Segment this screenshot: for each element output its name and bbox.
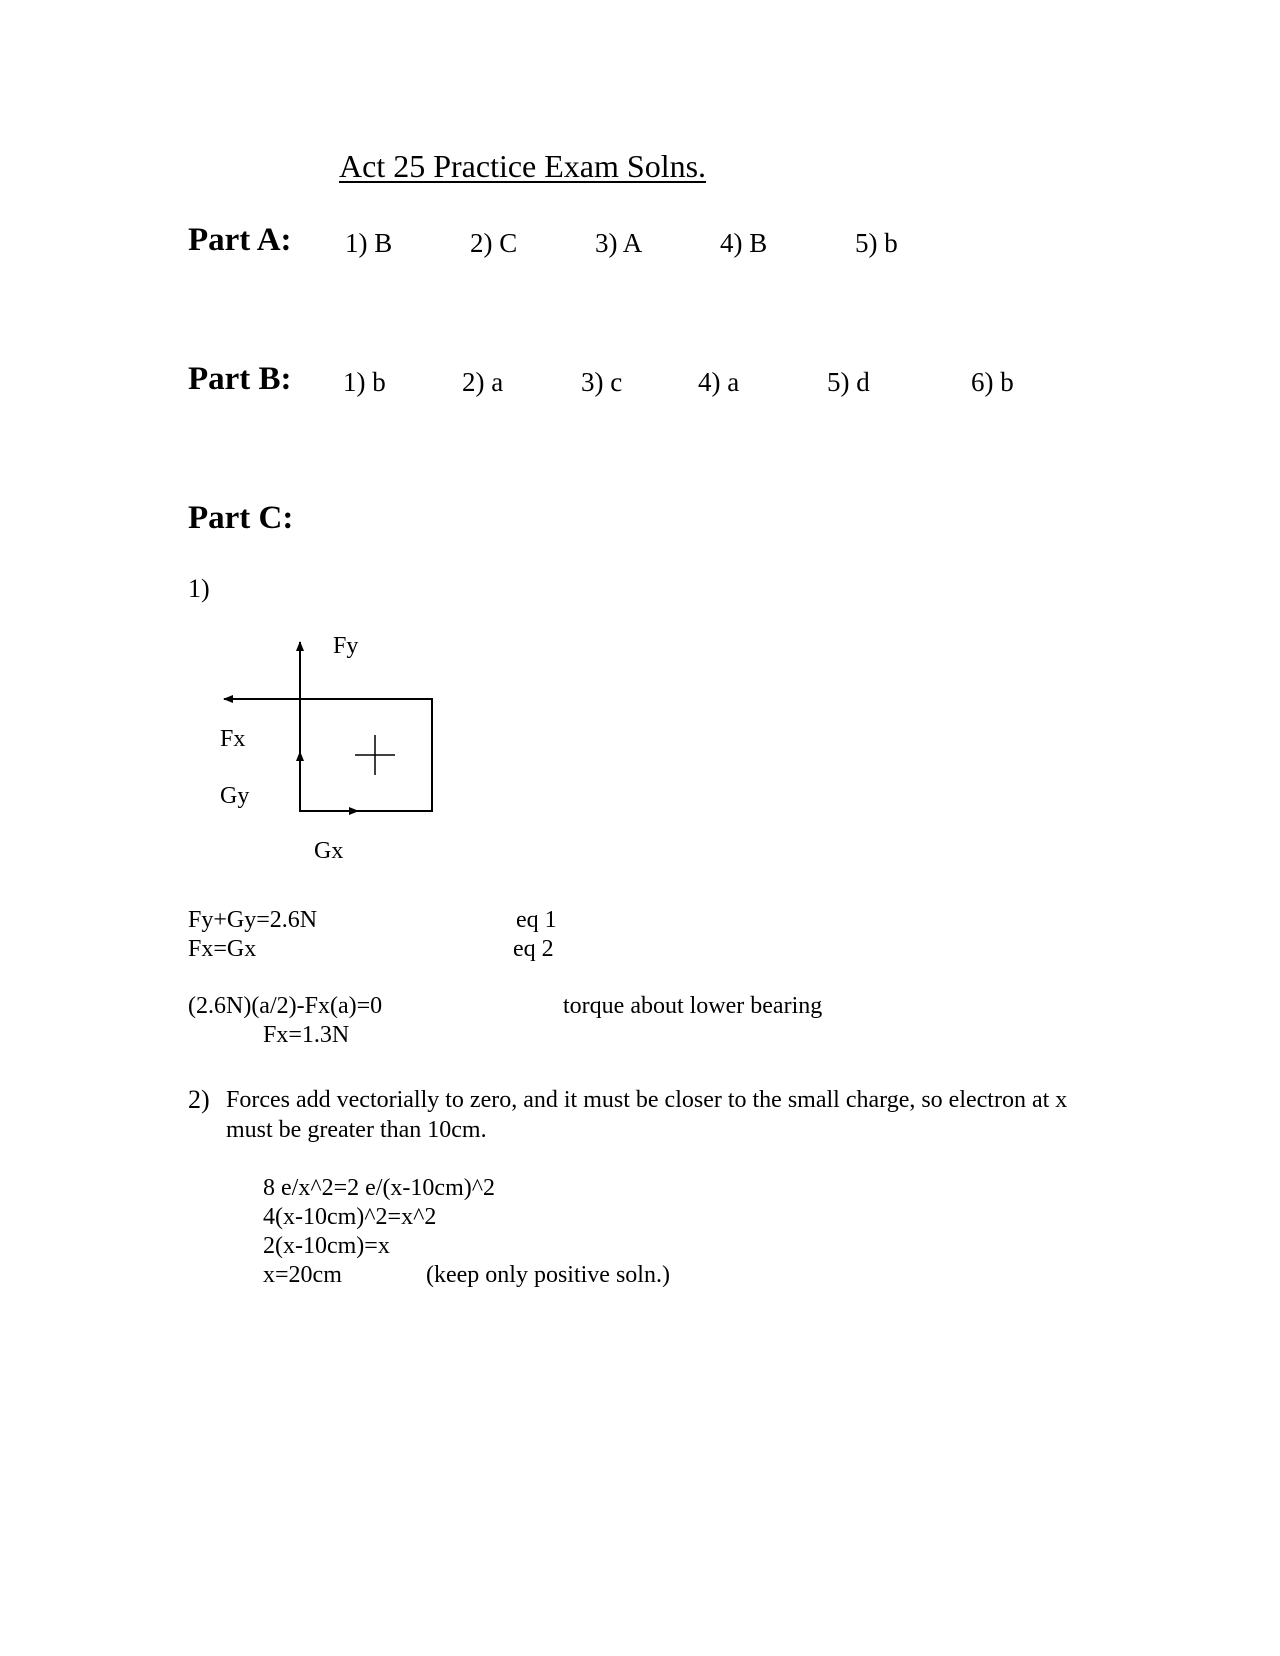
part-b-answer-6: 6) b	[971, 367, 1014, 397]
part-b-answer-1: 1) b	[343, 367, 386, 397]
solution-note: (keep only positive soln.)	[426, 1262, 670, 1288]
question-1-number: 1)	[188, 574, 210, 603]
part-c-label: Part C:	[188, 500, 294, 536]
torque-note: torque about lower bearing	[563, 993, 823, 1019]
torque-equation: (2.6N)(a/2)-Fx(a)=0	[188, 993, 383, 1019]
gy-label: Gy	[220, 783, 250, 809]
question-2-text: Forces add vectorially to zero, and it must be closer to the small charge, so electron at x must be greater than 10cm.	[226, 1087, 1068, 1143]
equation-2: Fx=Gx	[188, 936, 257, 962]
part-a-answer-5: 5) b	[855, 228, 898, 258]
fx-label: Fx	[220, 726, 246, 752]
part-b-answer-5: 5) d	[827, 367, 870, 397]
part-b-answer-2: 2) a	[462, 367, 504, 397]
equation-2-note: eq 2	[513, 936, 554, 962]
part-b-answer-3: 3) c	[581, 367, 623, 397]
part-b-answer-4: 4) a	[698, 367, 740, 397]
gx-label: Gx	[314, 838, 344, 864]
solution-step-1: 8 e/x^2=2 e/(x-10cm)^2	[263, 1175, 495, 1201]
part-a-answer-3: 3) A	[595, 228, 643, 258]
torque-result: Fx=1.3N	[263, 1022, 350, 1048]
solution-step-4: x=20cm	[263, 1262, 342, 1288]
equation-1-note: eq 1	[516, 907, 557, 933]
equation-1: Fy+Gy=2.6N	[188, 907, 318, 933]
part-a-answer-4: 4) B	[720, 228, 768, 258]
part-b-label: Part B:	[188, 361, 292, 397]
fy-label: Fy	[333, 633, 359, 659]
part-a-answer-1: 1) B	[345, 228, 393, 258]
part-a-answer-2: 2) C	[470, 228, 518, 258]
part-a-label: Part A:	[188, 222, 292, 258]
solution-step-2: 4(x-10cm)^2=x^2	[263, 1204, 437, 1230]
question-2-number: 2)	[188, 1085, 210, 1114]
page-title: Act 25 Practice Exam Solns.	[339, 148, 707, 184]
solution-step-3: 2(x-10cm)=x	[263, 1233, 390, 1259]
